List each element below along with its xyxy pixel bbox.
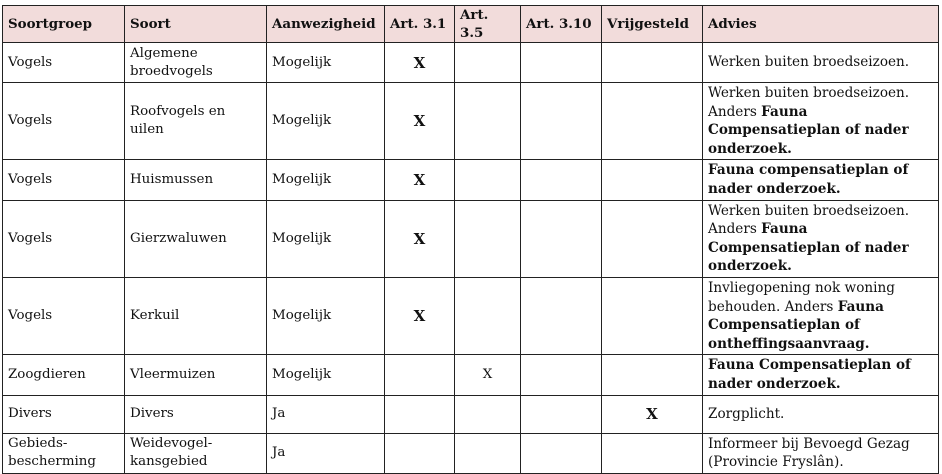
- header-art-3-10: Art. 3.10: [521, 6, 602, 43]
- cell-art-3-1: [385, 395, 455, 433]
- advice-bold-text: Fauna Compensatieplan of nader onderzoek.: [708, 357, 911, 392]
- cell-aanwezigheid: Ja: [267, 395, 385, 433]
- cell-advies: [703, 43, 939, 83]
- cell-art-3-5: [455, 433, 521, 473]
- table-row: [3, 160, 939, 200]
- cell-advies: [703, 277, 939, 354]
- table-row: [3, 277, 939, 354]
- cell-soortgroep: Vogels: [3, 160, 125, 200]
- advice-text: Werken buiten broedseizoen. Anders: [708, 202, 910, 238]
- cell-vrijgesteld: [602, 433, 703, 473]
- cell-soortgroep: Vogels: [3, 277, 125, 354]
- advice-text: Zorgplicht.: [708, 405, 785, 422]
- cell-art-3-5: [455, 160, 521, 200]
- cell-advies: [703, 433, 939, 473]
- cell-vrijgesteld: X: [602, 395, 703, 433]
- cell-soort: Huismussen: [125, 160, 267, 200]
- header-soortgroep: Soortgroep: [3, 6, 125, 43]
- cell-art-3-5: [455, 43, 521, 83]
- cell-art-3-10: [521, 200, 602, 277]
- cell-art-3-5: [455, 200, 521, 277]
- cell-aanwezigheid: Mogelijk: [267, 83, 385, 160]
- cell-vrijgesteld: [602, 355, 703, 395]
- cell-art-3-1: X: [385, 277, 455, 354]
- advice-bold-text: Fauna Compensatieplan of nader onderzoek.: [708, 103, 909, 157]
- cell-art-3-5: X: [455, 355, 521, 395]
- cell-soort: Roofvogels en uilen: [125, 83, 267, 160]
- cell-advies: [703, 160, 939, 200]
- cell-art-3-5: [455, 395, 521, 433]
- advice-bold-text: Fauna Compensatieplan of nader onderzoek.: [708, 221, 909, 275]
- advice-text: Werken buiten broedseizoen.: [708, 54, 910, 71]
- cell-vrijgesteld: [602, 43, 703, 83]
- cell-soort: Divers: [125, 395, 267, 433]
- table-row: [3, 395, 939, 433]
- cell-soortgroep: Vogels: [3, 43, 125, 83]
- cell-art-3-10: [521, 433, 602, 473]
- cell-art-3-1: X: [385, 200, 455, 277]
- advice-text: Werken buiten broedseizoen. Anders: [708, 85, 910, 120]
- species-table: [2, 5, 939, 474]
- cell-advies: [703, 395, 939, 433]
- cell-art-3-5: [455, 277, 521, 354]
- header-art-3-5: Art. 3.5: [455, 6, 521, 43]
- cell-art-3-10: [521, 277, 602, 354]
- cell-vrijgesteld: [602, 200, 703, 277]
- cell-art-3-5: [455, 83, 521, 160]
- header-art-3-1: Art. 3.1: [385, 6, 455, 43]
- cell-soort: Gierzwaluwen: [125, 200, 267, 277]
- cell-art-3-10: [521, 83, 602, 160]
- cell-advies: [703, 355, 939, 395]
- cell-soortgroep: Divers: [3, 395, 125, 433]
- cell-soortgroep: Zoogdieren: [3, 355, 125, 395]
- cell-soort: Vleermuizen: [125, 355, 267, 395]
- cell-aanwezigheid: Ja: [267, 433, 385, 473]
- cell-art-3-1: [385, 355, 455, 395]
- cell-soort: Weidevogel-kansgebied: [125, 433, 267, 473]
- cell-soort: Algemene broedvogels: [125, 43, 267, 83]
- cell-soortgroep: Vogels: [3, 200, 125, 277]
- cell-aanwezigheid: Mogelijk: [267, 277, 385, 354]
- cell-art-3-1: X: [385, 83, 455, 160]
- cell-art-3-10: [521, 160, 602, 200]
- cell-art-3-10: [521, 395, 602, 433]
- advice-text: Invliegopening nok woning behouden. Anders: [708, 279, 895, 315]
- header-aanwezigheid: Aanwezigheid: [267, 6, 385, 43]
- cell-soort: Kerkuil: [125, 277, 267, 354]
- cell-soortgroep: Vogels: [3, 83, 125, 160]
- cell-art-3-10: [521, 43, 602, 83]
- advice-text: Informeer bij Bevoegd Gezag (Provincie Fryslân).: [708, 435, 910, 471]
- cell-art-3-1: X: [385, 43, 455, 83]
- cell-soortgroep: Gebieds-bescherming: [3, 433, 125, 473]
- table-row: [3, 43, 939, 83]
- table-row: [3, 200, 939, 277]
- advice-bold-text: Fauna Compensatieplan of ontheffingsaanvraag.: [708, 298, 884, 352]
- cell-advies: [703, 83, 939, 160]
- advice-bold-text: Fauna compensatieplan of nader onderzoek.: [708, 162, 909, 197]
- table-row: [3, 355, 939, 395]
- cell-aanwezigheid: Mogelijk: [267, 43, 385, 83]
- cell-aanwezigheid: Mogelijk: [267, 355, 385, 395]
- cell-art-3-10: [521, 355, 602, 395]
- table-row: [3, 83, 939, 160]
- cell-art-3-1: X: [385, 160, 455, 200]
- cell-vrijgesteld: [602, 83, 703, 160]
- cell-advies: [703, 200, 939, 277]
- cell-aanwezigheid: Mogelijk: [267, 200, 385, 277]
- table-row: [3, 433, 939, 473]
- cell-vrijgesteld: [602, 277, 703, 354]
- cell-aanwezigheid: Mogelijk: [267, 160, 385, 200]
- header-advies: Advies: [703, 6, 939, 43]
- cell-art-3-1: [385, 433, 455, 473]
- cell-vrijgesteld: [602, 160, 703, 200]
- header-soort: Soort: [125, 6, 267, 43]
- header-row: [3, 6, 939, 43]
- header-vrijgesteld: Vrijgesteld: [602, 6, 703, 43]
